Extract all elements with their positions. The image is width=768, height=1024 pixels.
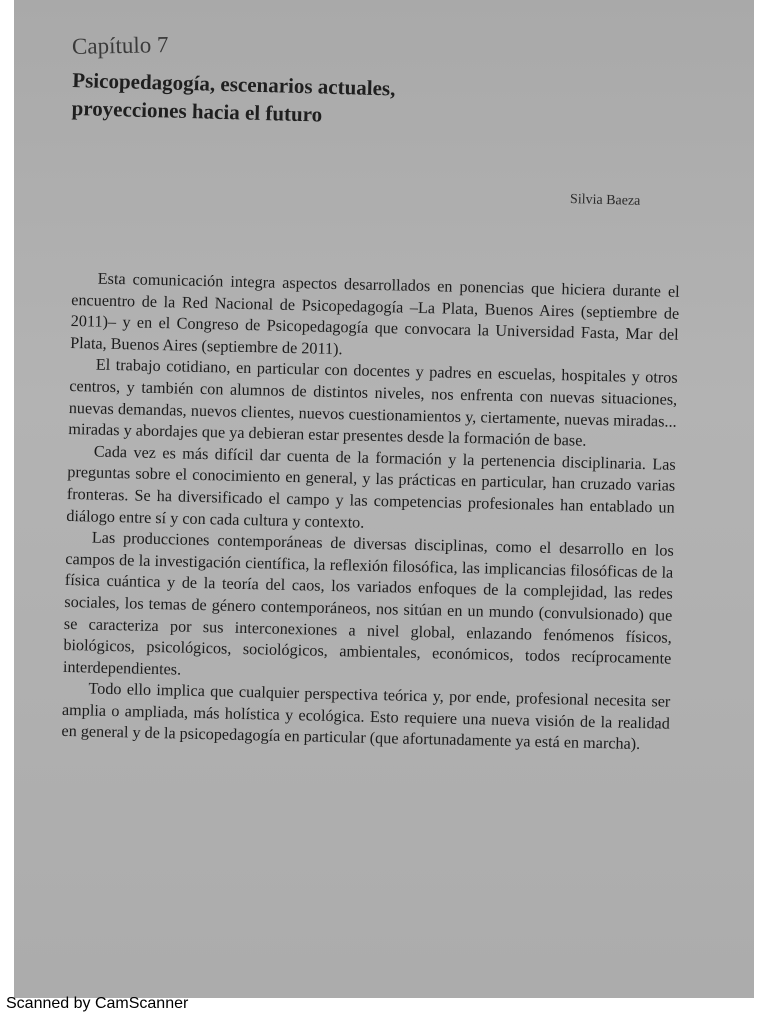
paragraph: El trabajo cotidiano, en particular con docentes y padres en escuelas, hospitales y otros centros, y también con alumnos de distintos niveles, nos enfrenta con nuevas situaciones, nuevas demandas, nuevos clientes, nuevos cuestionamientos y, ciertamente, nuevas miradas... miradas y abordajes que ya debieran estar presentes desde la formación de base. <box>68 355 678 450</box>
author-name: Silvia Baeza <box>569 192 641 209</box>
chapter-title-line: Psicopedagogía, escenarios actuales, <box>72 68 396 101</box>
paragraph: Esta comunicación integra aspectos desarrollados en ponencias que hiciera durante el encuentro de la Red Nacional de Psicopedagogía –La Plata, Buenos Aires (septiembre de 2011)– y en el Congreso de Psicopedagogía que convocara la Universidad Fasta, Mar del Plata, Buenos Aires (septiembre de 2011). <box>70 269 680 358</box>
chapter-title <box>71 66 684 138</box>
paragraph: Todo ello implica que cualquier perspectiva teórica y, por ende, profesional necesita ser amplia o ampliada, más holística y ecológica. Esto requiere una nueva visión de la realidad en general y de la psicopedagogía en particular (que afortunadamente ya está en marcha). <box>61 679 671 754</box>
page-content <box>61 30 684 754</box>
body-text <box>61 268 680 757</box>
scanner-watermark: Scanned by CamScanner <box>6 995 189 1012</box>
scanned-page <box>14 0 754 998</box>
chapter-title-line: proyecciones hacia el futuro <box>71 95 323 127</box>
paragraph: Cada vez es más difícil dar cuenta de la formación y la pertenencia disciplinaria. Las preguntas sobre el conocimiento en general, y las prácticas en particular, han cruzado varias fronteras. Se ha diversificado el campo y las competencias profesionales han entablado un diálogo entre sí y con cada cultura y contexto. <box>66 442 676 532</box>
chapter-label: Capítulo 7 <box>71 31 169 59</box>
paragraph: Las producciones contemporáneas de diversas disciplinas, como el desarrollo en los campos de la investigación científica, la reflexión filosófica, las implicancias filosóficas de la física cuántica y de la teoría del caos, los variados enfoques de la complejidad, las redes sociales, los temas de género contemporáneos, nos sitúan en un mundo (convulsionado) que se caracteriza por sus interconexiones a nivel global, enlazando fenómenos físicos, biológicos, psicológicos, sociológicos, ambientales, económicos, todos recíprocamente interdependientes. <box>62 528 674 679</box>
